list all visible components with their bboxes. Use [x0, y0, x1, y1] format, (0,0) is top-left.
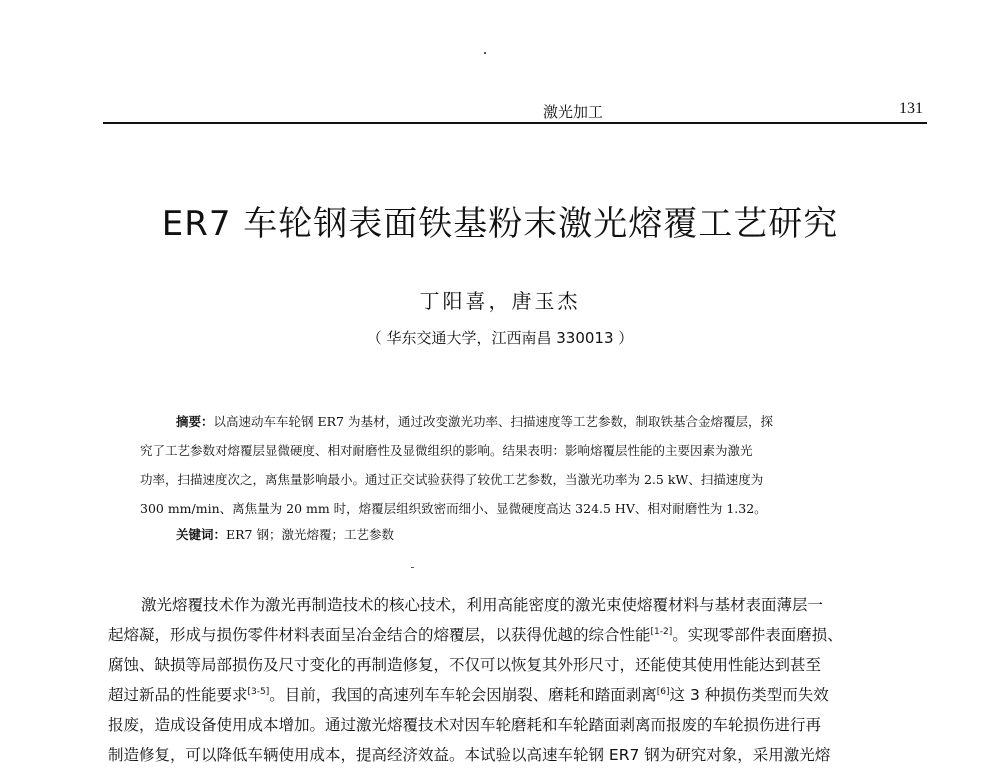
body-line [108, 620, 928, 650]
abstract-line: 究了工艺参数对熔覆层显微硬度、相对耐磨性及显微组织的影响。结果表明：影响熔覆层性能的主要因素为激光 [140, 443, 753, 458]
affiliation: （ 华东交通大学，江西南昌 330013 ） [366, 329, 634, 347]
authors: 丁阳喜，唐玉杰 [419, 289, 581, 313]
body-line: 报废，造成设备使用成本增加。通过激光熔覆技术对因车轮磨耗和车轮踏面剥离而报废的车轮损伤进行再 [108, 716, 822, 734]
journal-section-name: 激光加工 [543, 103, 604, 121]
body-paragraph [108, 590, 928, 770]
citation-ref: [3-5] [247, 686, 270, 697]
body-line: 制造修复，可以降低车辆使用成本，提高经济效益。本试验以高速车轮钢 ER7 钢为研究对象，采用激光熔 [108, 746, 831, 764]
running-header [103, 98, 927, 124]
scan-speck [411, 567, 414, 568]
body-line [108, 680, 928, 710]
page-number: 131 [899, 100, 923, 117]
citation-ref: [1-2] [650, 626, 673, 637]
citation-ref: [6] [656, 686, 670, 697]
keywords-text: ER7 钢；激光熔覆；工艺参数 [226, 527, 394, 542]
scan-speck [484, 52, 486, 54]
paper-title: ER7 车轮钢表面铁基粉末激光熔覆工艺研究 [161, 204, 839, 244]
keywords-label: 关键词： [176, 527, 227, 542]
header-rule [103, 122, 927, 124]
keywords [176, 525, 394, 543]
abstract-line: 功率，扫描速度次之，离焦量影响最小。通过正交试验获得了较优工艺参数，当激光功率为 2.5 kW、扫描速度为 [140, 472, 764, 487]
body-text: 。目前，我国的高速列车车轮会因崩裂、磨耗和踏面剥离 [269, 686, 657, 704]
abstract-line [140, 407, 900, 436]
abstract-line: 300 mm/min、离焦量为 20 mm 时，熔覆层组织致密而细小、显微硬度高达 324.5 HV、相对耐磨性为 1.32。 [140, 501, 767, 516]
body-text: 起熔凝，形成与损伤零件材料表面呈冶金结合的熔覆层，以获得优越的综合性能 [108, 626, 651, 644]
body-text: 这 3 种损伤类型而失效 [669, 686, 829, 704]
abstract [140, 407, 900, 523]
abstract-text: 以高速动车车轮钢 ER7 为基材，通过改变激光功率、扫描速度等工艺参数，制取铁基合金熔覆层，探 [213, 414, 773, 429]
body-line: 腐蚀、缺损等局部损伤及尺寸变化的再制造修复，不仅可以恢复其外形尺寸，还能使其使用性能达到甚至 [108, 656, 822, 674]
body-text: 超过新品的性能要求 [108, 686, 248, 704]
body-line: 激光熔覆技术作为激光再制造技术的核心技术，利用高能密度的激光束使熔覆材料与基材表面薄层一 [141, 596, 824, 614]
body-text: 。实现零部件表面磨损、 [672, 626, 843, 644]
abstract-label: 摘要： [176, 414, 214, 429]
